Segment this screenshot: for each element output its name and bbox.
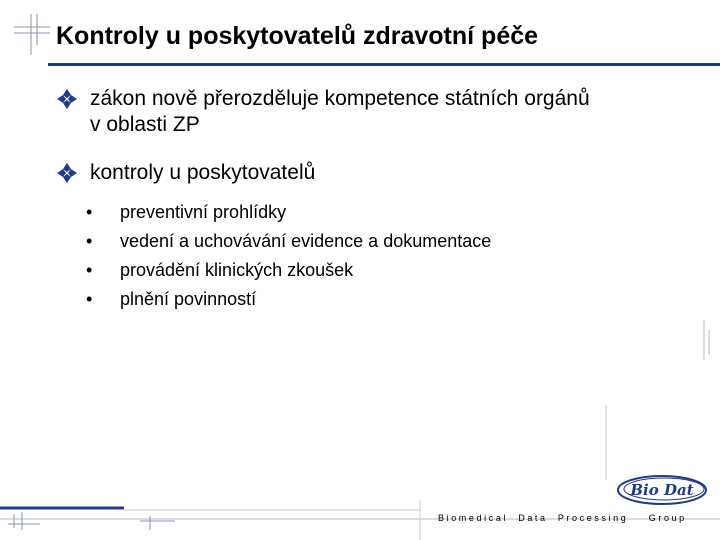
sub-bullet-marker: •: [86, 231, 93, 251]
bullet-text-line2: v oblasti ZP: [90, 113, 200, 136]
bullet-text: kontroly u poskytovatelů: [90, 161, 316, 184]
bullet-item: [56, 86, 590, 138]
page-title: Kontroly u poskytovatelů zdravotní péče: [56, 22, 539, 50]
sub-bullet-item: [86, 285, 491, 314]
diamond-bullet-icon: [56, 88, 78, 110]
biodat-logo: [614, 472, 710, 508]
sub-bullet-marker: •: [86, 202, 93, 222]
footer-text: Biomedical Data Processing Group: [438, 513, 687, 523]
sub-bullet-text: plnění povinností: [120, 289, 257, 309]
sub-bullet-text: preventivní prohlídky: [120, 202, 287, 222]
sub-bullet-list: [86, 198, 491, 314]
bullet-item: [56, 160, 315, 186]
sub-bullet-text: vedení a uchovávání evidence a dokumentace: [120, 231, 492, 251]
sub-bullet-marker: •: [86, 289, 93, 309]
bullet-text-line1: zákon nově přerozděluje kompetence státních orgánů: [90, 87, 590, 110]
diamond-bullet-icon: [56, 162, 78, 184]
sub-bullet-item: [86, 227, 491, 256]
sub-bullet-item: [86, 198, 491, 227]
sub-bullet-marker: •: [86, 260, 93, 280]
logo-text: Bio Dat: [630, 481, 694, 499]
title-underline: [48, 63, 720, 66]
sub-bullet-item: [86, 256, 491, 285]
sub-bullet-text: provádění klinických zkoušek: [120, 260, 354, 280]
